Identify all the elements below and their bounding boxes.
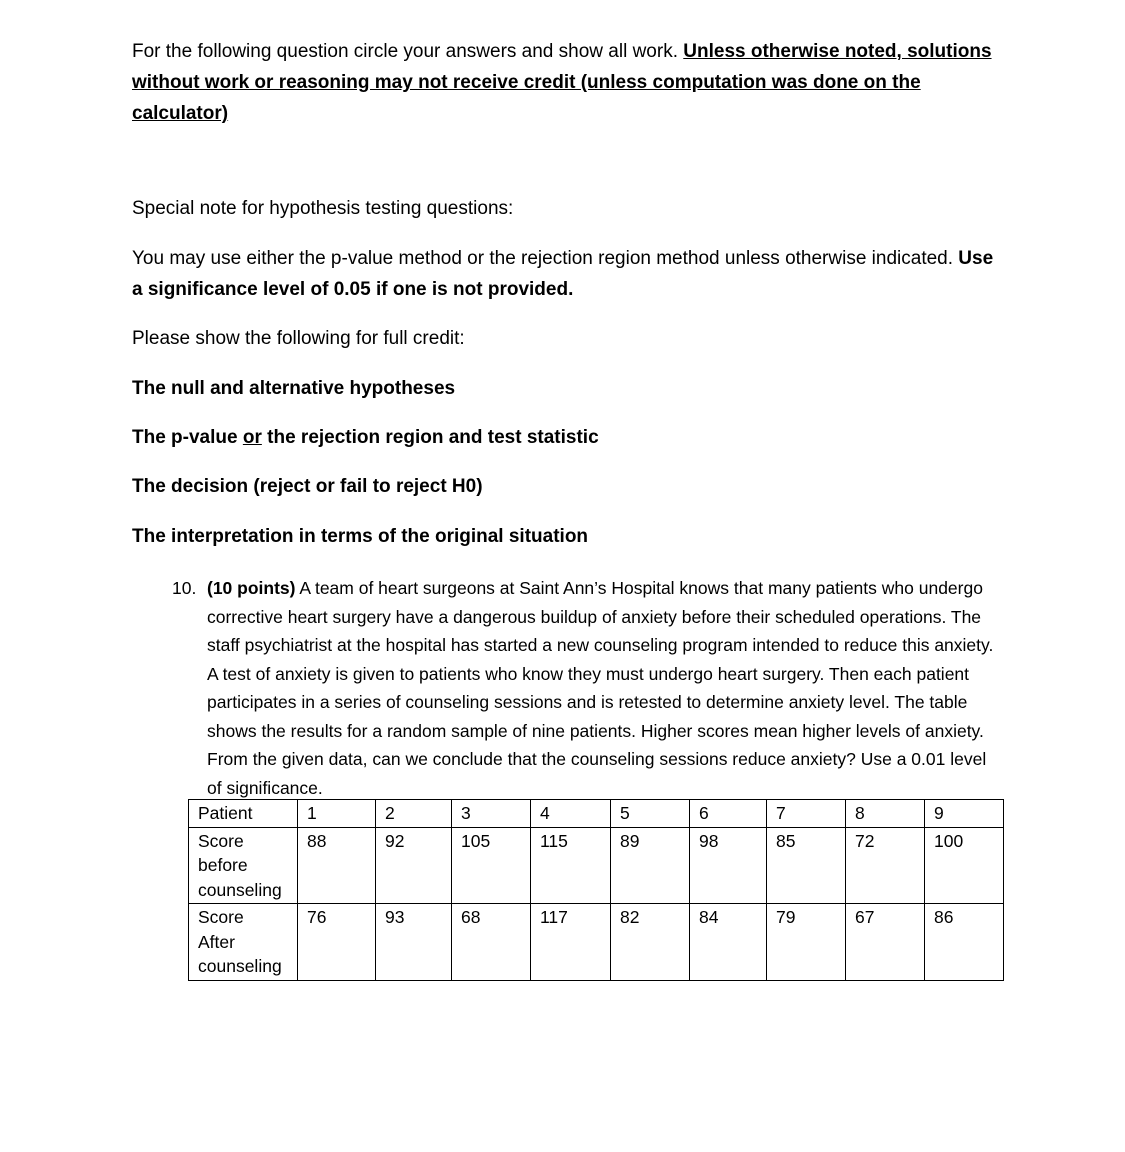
item-decision: The decision (reject or fail to reject H0)	[132, 476, 483, 497]
after-score-cell: 93	[376, 904, 452, 981]
before-score-cell: 85	[767, 827, 846, 904]
after-score-cell: 68	[452, 904, 531, 981]
instructions-lead: For the following question circle your answers and show all work.	[132, 41, 678, 62]
after-score-cell: 84	[690, 904, 767, 981]
before-score-cell: 89	[611, 827, 690, 904]
significance-text: Use a significance level of 0.05 if one is not provided.	[132, 248, 994, 300]
before-score-cell: 88	[298, 827, 376, 904]
patient-cell: 1	[298, 800, 376, 828]
after-score-cell: 76	[298, 904, 376, 981]
question-number: 10.	[172, 578, 197, 598]
item-pvalue-pre: The p-value	[132, 427, 238, 448]
before-score-cell: 115	[531, 827, 611, 904]
table-row-before	[189, 827, 1004, 904]
after-score-cell: 67	[846, 904, 925, 981]
table-row-after	[189, 904, 1004, 981]
row-label-after: Score After counseling	[189, 904, 298, 981]
row-label-before: Score before counseling	[189, 827, 298, 904]
question-text: A team of heart surgeons at Saint Ann’s Hospital knows that many patients who undergo corrective heart surgery have a dangerous buildup of anxiety before their scheduled operations. The staff psychiatrist at the hospital has started a new counseling program intended to reduce this anxiety. A test of anxiety is given to patients who know they must undergo heart surgery. Then each patient participates in a series of counseling sessions and is retested to determine anxiety level. The table shows the results for a random sample of nine patients. Higher scores mean higher levels of anxiety. From the given data, can we conclude that the counseling sessions reduce anxiety? Use a 0.01 level of significance.	[207, 578, 994, 798]
patient-cell: 7	[767, 800, 846, 828]
item-pvalue	[132, 422, 1002, 453]
patient-cell: 8	[846, 800, 925, 828]
patient-cell: 3	[452, 800, 531, 828]
item-hypotheses: The null and alternative hypotheses	[132, 378, 456, 399]
show-intro: Please show the following for full credit:	[132, 328, 465, 349]
instructions-emphasis: Unless otherwise noted, solutions without work or reasoning may not receive credit (unless computation was done on the calculator)	[132, 41, 992, 124]
table-row-patient	[189, 800, 1004, 828]
hypothesis-note-heading: Special note for hypothesis testing questions:	[132, 198, 514, 219]
patient-cell: 6	[690, 800, 767, 828]
before-score-cell: 100	[925, 827, 1004, 904]
patient-cell: 2	[376, 800, 452, 828]
after-score-cell: 79	[767, 904, 846, 981]
patient-cell: 4	[531, 800, 611, 828]
instructions-paragraph	[132, 36, 1002, 129]
before-score-cell: 92	[376, 827, 452, 904]
after-score-cell: 86	[925, 904, 1004, 981]
before-score-cell: 72	[846, 827, 925, 904]
after-score-cell: 117	[531, 904, 611, 981]
question-body	[207, 574, 997, 802]
question-points: (10 points)	[207, 578, 296, 598]
patient-cell: 5	[611, 800, 690, 828]
before-score-cell: 98	[690, 827, 767, 904]
method-paragraph	[132, 243, 1002, 305]
row-label-patient: Patient	[189, 800, 298, 828]
after-score-cell: 82	[611, 904, 690, 981]
patient-cell: 9	[925, 800, 1004, 828]
item-pvalue-post: the rejection region and test statistic	[267, 427, 599, 448]
item-pvalue-or: or	[242, 427, 262, 448]
anxiety-scores-table	[188, 799, 1004, 981]
method-text: You may use either the p-value method or the rejection region method unless otherwise indicated.	[132, 248, 954, 269]
before-score-cell: 105	[452, 827, 531, 904]
item-interpretation: The interpretation in terms of the original situation	[132, 526, 589, 547]
